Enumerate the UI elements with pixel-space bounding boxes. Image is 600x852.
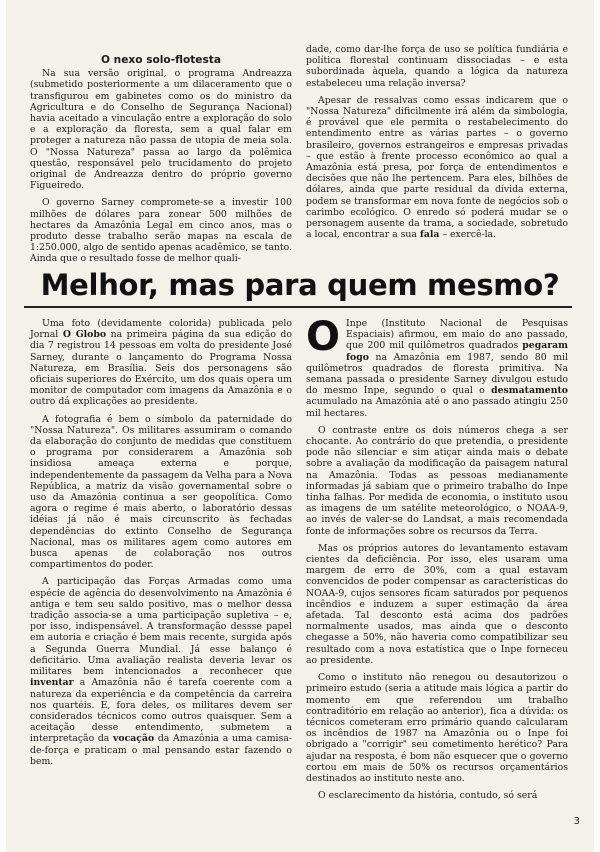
emphasis: pegaram fogo (346, 340, 568, 363)
headline-rule (24, 306, 572, 308)
section-heading: O nexo solo-flotesta (100, 54, 221, 66)
text-run: a Amazônia não é tarefa coerente com a natureza da experiência e da competência da carreira nos quartéis. E, fora deles, os militares devem ser considerados técnicos como outros quaisquer. Sem a aceitação desse entendimento, submetem a interpretação da (30, 677, 292, 745)
emphasis: O Globo (62, 329, 107, 341)
text-run: na primeira página da sua edição do dia 7 registrou 14 pessoas em volta do presidente José Sarney, durante o lançamento do Programa Nossa Natureza, em Brasília. Seis dos personagens são oficiais superiores do Exército, um dos quais opera um monitor de computador com imagens da Amazônia e o outro dá explicações ao presidente. (30, 329, 292, 408)
paragraph (30, 576, 292, 766)
text-run: Apesar de ressalvas como essas indicarem que o "Nossa Natureza" dificilmente irá além da simbologia, é provável que ele permita o restabelecimento do entendimento entre as várias partes – o governo brasileiro, governos estrangeiros e empresas privadas – que estão à frente processo econômico ao qual a Amazônia está presa, por força de entendimentos e decisões que não lhe pertencem. Para eles, bilhões de dólares, ainda que parte residual da dívida externa, podem se transformar em nova fonte de negócios sob o carimbo ecológico. O enredo só poderá mudar se o personagem ausente da trama, a sociedade, sobretudo a local, encontrar a sua (306, 94, 568, 241)
paragraph (306, 314, 568, 419)
paragraph: dade, como dar-lhe força de uso se política fundiária e política florestal continuam dissociadas – e esta subordinada àquela, quando a lógica da natureza estabeleceu uma relação inversa? (306, 44, 568, 89)
emphasis: fala (419, 229, 440, 241)
paragraph: O esclarecimento da história, contudo, só será (318, 790, 538, 802)
paragraph: O governo Sarney compromete-se a investir 100 milhões de dólares para zonear 500 milhões de hectares da Amazônia Legal em cinco anos, mas o produto desse trabalho serão mapas na escala de 1:250.000, algo de sentido apenas acadêmico, se tanto. Ainda que o resultado fosse de melhor quali- (30, 197, 292, 265)
text-run: – exercê-la. (442, 229, 497, 241)
text-run: na Amazônia em 1987, sendo 80 mil quilômetros quadrados de floresta primitiva. Na semana passada o presidente Sarney divulgou estudo do mesmo Inpe, segundo o qual o (306, 351, 568, 397)
text-run: da Amazônia a uma camisa-de-força e praticam o mal pensando estar fazendo o bem. (30, 733, 292, 767)
paragraph: A fotografia é bem o símbolo da paternidade do "Nossa Natureza". Os militares assumiram o comando da elaboração do conjunto de medidas que constituem o programa por considerarem a Amazônia sob insidiosa ameaça externa e porque, independentemente da passagem da Velha para a Nova República, a matriz da visão governamental sobre o uso da Amazônia continua a ser geopolítica. Como agora o regime é mais aberto, o laboratório dessas idéias já não é mais circunscrito às fechadas dependências do extinto Conselho de Segurança Nacional, mas os militares agem como autores em busca apenas de colaboração nos outros compartimentos do poder. (30, 413, 293, 571)
paragraph: Na sua versão original, o programa Andreazza (submetido posteriormente a um dilaceramento que o transfigurou em gabinetes como os do ministro da Agricultura e do Conselho de Segurança Nacional) havia aceitado a vinculação entre a exploração do solo e a exploração da floresta, sem a qual falar em proteger a natureza não passa de utopia de meia sola. O "Nossa Natureza" passa ao largo da polêmica questão, responsável pelo trucidamento do projeto original de Andreazza dentro do próprio governo Figueiredo. (30, 68, 292, 192)
paragraph: Como o instituto não renegou ou desautorizou o primeiro estudo (seria a atitude mais lógica a partir do momento em que referendou um trabalho contraditório em relação ao anterior), fica a dúvida: os técnicos cometeram erro primário quando calcularam os incêndios de 1987 na Amazônia ou o Inpe foi obrigado a "corrigir" seu cometimento herético? Para ajudar na resposta, é bom não esquecer que o governo cortou em mais de 50% os recursos orçamentários destinados ao instituto neste ano. (306, 672, 568, 784)
page-number: 3 (573, 816, 580, 827)
article-left-column (30, 318, 292, 773)
article-headline: Melhor, mas para quem mesmo? (40, 268, 560, 302)
page-left-margin (0, 0, 6, 852)
text-run: A participação das Forças Armadas como uma espécie de agência do desenvolvimento na Amazônia é antiga e tem seu saldo positivo, mas o melhor dessa tradição associa-se a uma participação supletiva – e, por isso, indispensável. A transformação dessse papel em autoria e criação é bem mais recente, surgida após a Segunda Guerra Mundial. Já esse balanço é deficitário. Uma avaliação realista deveria levar os militares bem intencionados a reconhecer que (30, 576, 292, 678)
paragraph (30, 318, 292, 408)
paragraph (306, 95, 568, 241)
paragraph: O contraste entre os dois números chega a ser chocante. Ao contrário do que pretendia, o presidente pode não silenciar e sim atiçar ainda mais o debate sobre a avaliação da modificação da paisagem natural na Amazônia. Todas as pessoas medianamente informadas já sabiam que o primeiro trabalho do Inpe tinha falhas. Por medida de economia, o instituto usou as imagens de um satélite meteorológico, o NOAA-9, ao invés de valer-se do Landsat, a mais recomendada fonte de informações sobre os recursos da Terra. (306, 424, 568, 537)
emphasis: vocação (113, 733, 155, 745)
emphasis: desmatamento (491, 385, 568, 397)
top-right-column (306, 44, 568, 246)
page-right-margin (594, 0, 600, 852)
top-left-column (30, 55, 292, 271)
paragraph: Mas os próprios autores do levantamento estavam cientes da deficiência. Por isso, eles usaram uma margem de erro de 30%, com a qual estavam convencidos de poder compensar as características do NOAA-9, cujos sensores ficam saturados por pequenos incêndios e induzem a super estimação da área afetada. Tal desconto está acima dos padrões normalmente usados, mas ainda que o desconto chegasse a 50%, não haveria como compatibilizar seu resultado com a nova estatística que o Inpe forneceu ao presidente. (306, 542, 568, 666)
emphasis: inventar (30, 677, 74, 689)
text-run: Uma foto (devidamente colorida) publicada pelo Jornal (30, 318, 292, 341)
text-run: acumulado na Amazônia até o ano passado atingiu 250 mil hectares. (306, 396, 568, 419)
article-right-column (306, 314, 568, 807)
text-run: Inpe (Instituto Nacional de Pesquisas Espaciais) afirmou, em maio do ano passado, que 200 mil quilômetros quadrados (346, 318, 568, 352)
drop-cap: O (306, 314, 341, 360)
